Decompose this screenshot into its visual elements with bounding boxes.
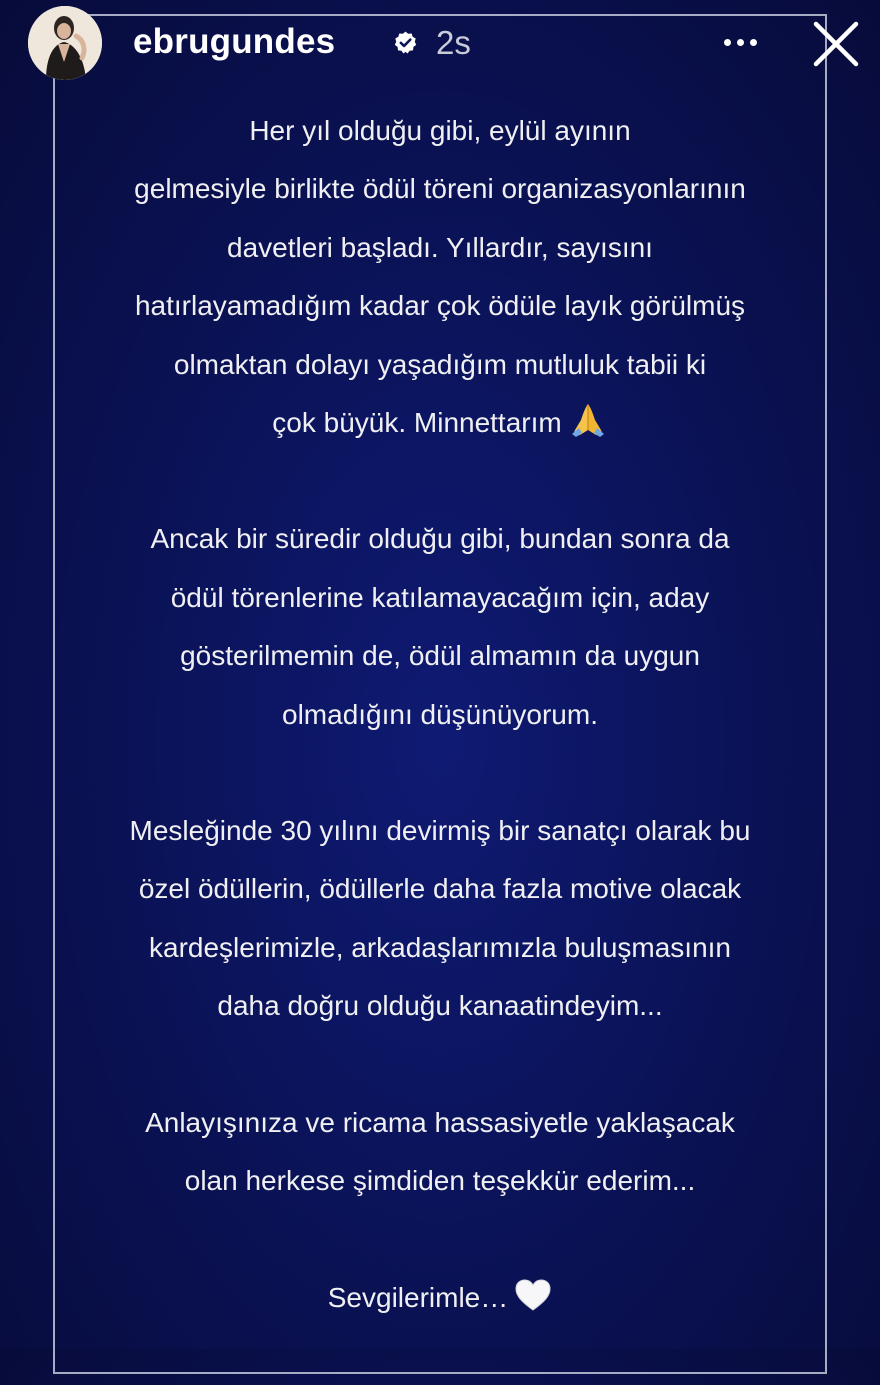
story-line: kardeşlerimizle, arkadaşlarımızla buluşmasının	[149, 931, 731, 963]
story-line: özel ödüllerin, ödüllerle daha fazla motive olacak	[138, 873, 742, 905]
story-line: olmaktan dolayı yaşadığım mutluluk tabii ki	[173, 348, 707, 380]
story-paragraph-5	[53, 1269, 827, 1327]
story-header	[0, 0, 880, 90]
story-line: ödül törenlerine katılamayacağım için, aday	[170, 581, 710, 613]
story-line: olan herkese şimdiden teşekkür ederim...	[184, 1165, 696, 1197]
story-line: davetleri başladı. Yıllardır, sayısını	[227, 231, 653, 263]
story-line-with-emoji	[53, 394, 827, 452]
story-line: gelmesiyle birlikte ödül töreni organizasyonlarının	[134, 173, 746, 205]
more-dots-icon	[737, 39, 744, 46]
more-dots-icon	[750, 39, 757, 46]
verified-badge-icon	[393, 30, 418, 55]
white-heart-icon	[514, 1278, 552, 1312]
story-text	[53, 102, 827, 1385]
story-paragraph-4	[53, 1094, 827, 1211]
story-line: hatırlayamadığım kadar çok ödüle layık görülmüş	[134, 290, 746, 322]
story-line: Ancak bir süredir olduğu gibi, bundan sonra da	[150, 523, 730, 555]
story-line: gösterilmemin de, ödül almamın da uygun	[180, 640, 700, 672]
story-paragraph-1	[53, 102, 827, 452]
close-icon[interactable]	[808, 16, 864, 72]
story-time: 2s	[436, 24, 471, 61]
folded-hands-icon	[568, 402, 608, 438]
story-line: olmadığını düşünüyorum.	[282, 698, 598, 730]
story-line: daha doğru olduğu kanaatindeyim...	[217, 990, 663, 1022]
story-line: çok büyük. Minnettarım	[272, 407, 562, 439]
story-line: Sevgilerimle…	[327, 1281, 509, 1313]
avatar-photo	[28, 6, 102, 80]
story-paragraph-3	[53, 802, 827, 1036]
username[interactable]: ebrugundes	[133, 22, 336, 61]
story-line: Mesleğinde 30 yılını devirmiş bir sanatçı olarak bu	[129, 815, 751, 847]
story-line: Anlayışınıza ve ricama hassasiyetle yaklaşacak	[145, 1106, 735, 1138]
story-paragraph-2	[53, 510, 827, 744]
more-options-button[interactable]	[716, 24, 766, 60]
more-dots-icon	[724, 39, 731, 46]
story-line: Her yıl olduğu gibi, eylül ayının	[249, 115, 631, 146]
avatar[interactable]	[28, 6, 102, 80]
story-line-with-emoji	[53, 1269, 827, 1327]
